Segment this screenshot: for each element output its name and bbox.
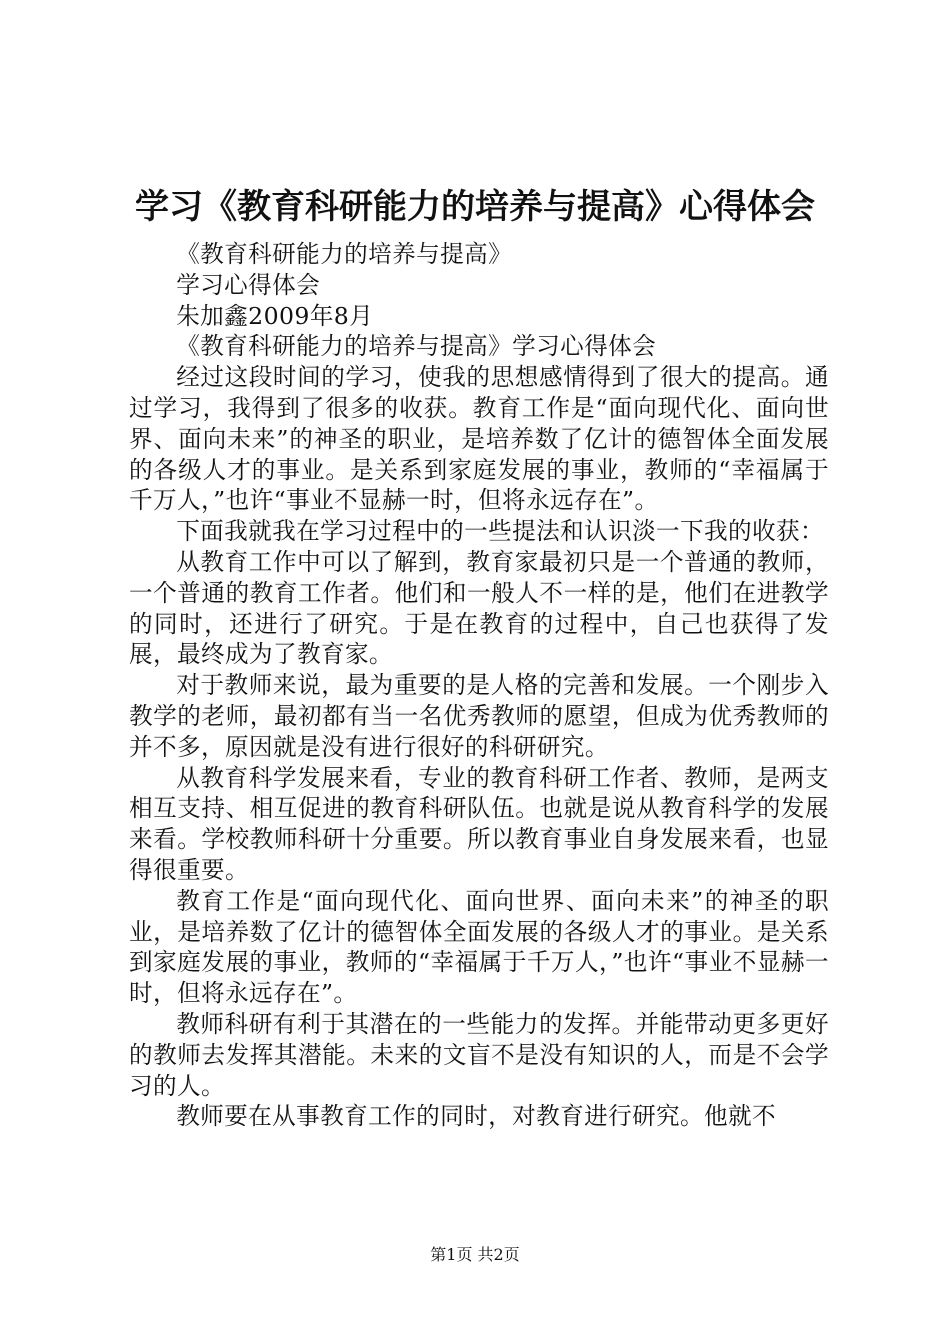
paragraph-subtitle: 《教育科研能力的培养与提高》 bbox=[176, 240, 513, 268]
paragraph: 从教育科学发展来看，专业的教育科研工作者、教师，是两支相互支持、相互促进的教育科研队伍。也就是说从教育科学的发展来看。学校教师科研十分重要。所以教育事业自身发展来看，也显得很重要。 bbox=[129, 763, 829, 884]
paragraph: 教师要在从事教育工作的同时，对教育进行研究。他就不 bbox=[176, 1102, 777, 1131]
paragraph: 教育工作是“面向现代化、面向世界、面向未来”的神圣的职业，是培养数了亿计的德智体全面发展的各级人才的事业。是关系到家庭发展的事业，教师的“幸福属于千万人，”也许“事业不显赫一时，但将永远存在”。 bbox=[129, 886, 829, 1008]
paragraph: 对于教师来说，最为重要的是人格的完善和发展。一个刚步入教学的老师，最初都有当一名优秀教师的愿望，但成为优秀教师的并不多，原因就是没有进行很好的科研研究。 bbox=[129, 671, 829, 761]
paragraph-subtitle-2: 学习心得体会 bbox=[176, 270, 321, 299]
document-body bbox=[129, 239, 829, 1132]
paragraph-heading: 《教育科研能力的培养与提高》学习心得体会 bbox=[176, 332, 657, 361]
paragraph-author-date: 朱加鑫2009年8月 bbox=[176, 301, 374, 330]
paragraph: 下面我就我在学习过程中的一些提法和认识淡一下我的收获： bbox=[176, 517, 825, 546]
paragraph: 教师科研有利于其潜在的一些能力的发挥。并能带动更多更好的教师去发挥其潜能。未来的文盲不是没有知识的人，而是不会学习的人。 bbox=[129, 1009, 829, 1100]
paragraph: 经过这段时间的学习，使我的思想感情得到了很大的提高。通过学习，我得到了很多的收获。教育工作是“面向现代化、面向世界、面向未来”的神圣的职业，是培养数了亿计的德智体全面发展的各级人才的事业。是关系到家庭发展的事业，教师的“幸福属于千万人，”也许“事业不显赫一时，但将永远存在”。 bbox=[129, 363, 829, 515]
page-number-footer: 第1页 共2页 bbox=[430, 1245, 520, 1264]
document-title: 学习《教育科研能力的培养与提高》心得体会 bbox=[135, 187, 815, 227]
paragraph: 从教育工作中可以了解到，教育家最初只是一个普通的教师，一个普通的教育工作者。他们和一般人不一样的是，他们在进教学的同时，还进行了研究。于是在教育的过程中，自己也获得了发展，最终成为了教育家。 bbox=[129, 547, 829, 669]
